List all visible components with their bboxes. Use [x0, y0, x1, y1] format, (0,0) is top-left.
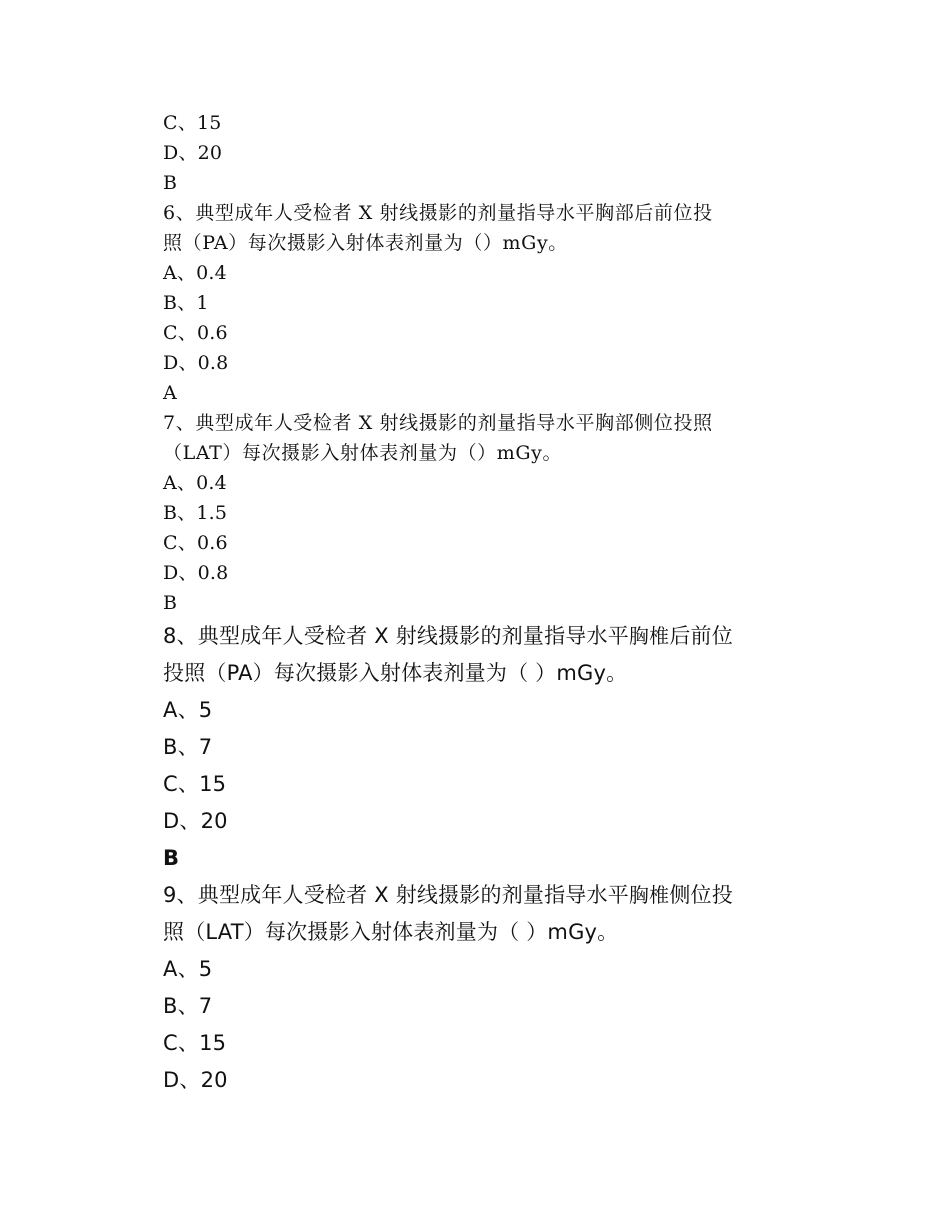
option-line: C、0.6 — [163, 532, 228, 554]
question-8-line-1 — [163, 618, 788, 655]
option-line: A、0.4 — [163, 262, 227, 284]
option-line: D、20 — [163, 1068, 228, 1092]
question-9-text-a: 9、典型成年人受检者 X 射线摄影的剂量指导水平 — [163, 883, 629, 907]
sans-section — [163, 618, 788, 1099]
option-line: D、0.8 — [163, 352, 229, 374]
answer-line: B — [163, 846, 180, 870]
answer-line: B — [163, 592, 178, 614]
question-8-text-c: 后前位 — [669, 624, 733, 648]
option-line: A、5 — [163, 957, 213, 981]
option-line: C、15 — [163, 772, 227, 796]
option-line: B、1.5 — [163, 502, 228, 524]
question-6-line-1: 6、典型成年人受检者 X 射线摄影的剂量指导水平胸部后前位投 — [163, 202, 713, 224]
question-8-line-2: 投照（PA）每次摄影入射体表剂量为（ ）mGy。 — [163, 661, 628, 685]
question-9-line-1 — [163, 877, 788, 914]
option-line: B、7 — [163, 994, 213, 1018]
question-7-line-1: 7、典型成年人受检者 X 射线摄影的剂量指导水平胸部侧位投照 — [163, 412, 713, 434]
option-line: A、5 — [163, 698, 213, 722]
option-line: D、20 — [163, 809, 228, 833]
option-line: C、15 — [163, 112, 222, 134]
question-9-text-b: 胸椎 — [628, 883, 670, 907]
option-line: B、1 — [163, 292, 209, 314]
option-line: C、0.6 — [163, 322, 228, 344]
question-8-text-a: 8、典型成年人受检者 X 射线摄影的剂量指导水平 — [163, 624, 629, 648]
option-line: B、7 — [163, 735, 213, 759]
question-8-text-b: 胸椎 — [628, 624, 670, 648]
option-line: A、0.4 — [163, 472, 227, 494]
option-line: D、0.8 — [163, 562, 229, 584]
answer-line: B — [163, 172, 178, 194]
serif-section — [163, 108, 788, 618]
option-line: D、20 — [163, 142, 223, 164]
option-line: C、15 — [163, 1031, 227, 1055]
question-9-line-2: 照（LAT）每次摄影入射体表剂量为（ ）mGy。 — [163, 920, 619, 944]
answer-line: A — [163, 382, 177, 404]
question-7-line-2: （LAT）每次摄影入射体表剂量为（）mGy。 — [163, 442, 563, 464]
question-9-text-c: 侧位投 — [669, 883, 733, 907]
document-page — [163, 108, 788, 1099]
question-6-line-2: 照（PA）每次摄影入射体表剂量为（）mGy。 — [163, 232, 568, 254]
